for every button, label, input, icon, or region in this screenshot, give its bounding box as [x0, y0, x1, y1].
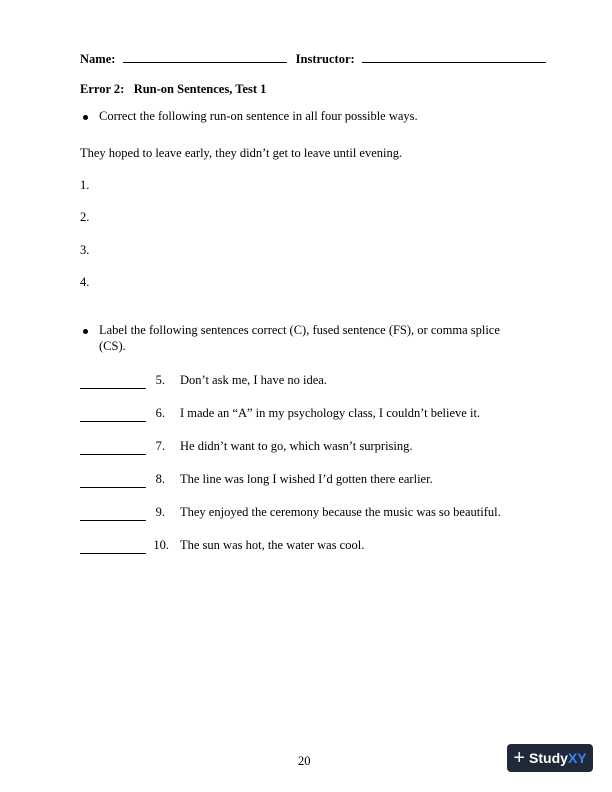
part2-instruction-line1: Label the following sentences correct (C), fused sentence (FS), or comma splice — [99, 323, 500, 337]
name-blank[interactable] — [123, 50, 287, 63]
item-sentence: I made an “A” in my psychology class, I couldn’t believe it. — [180, 406, 481, 420]
item-number: 9. — [155, 505, 165, 519]
item-number: 5. — [155, 373, 165, 387]
page-number: 20 — [298, 754, 311, 768]
section-title: Error 2: Run-on Sentences, Test 1 — [80, 82, 267, 96]
item-sentence: He didn’t want to go, which wasn’t surprising. — [180, 439, 413, 453]
item-sentence: The line was long I wished I’d gotten there earlier. — [180, 472, 433, 486]
bullet-icon — [83, 115, 88, 120]
name-label: Name: — [80, 52, 116, 66]
instructor-label: Instructor: — [295, 52, 355, 66]
logo-prefix: Study — [529, 750, 568, 766]
answer-number-2: 2. — [80, 210, 90, 224]
part1-instruction: Correct the following run-on sentence in all four possible ways. — [99, 109, 418, 123]
answer-number-3: 3. — [80, 243, 90, 257]
item-sentence: They enjoyed the ceremony because the music was so beautiful. — [180, 505, 501, 519]
logo-suffix: XY — [567, 750, 587, 766]
studyxy-logo[interactable] — [507, 744, 593, 772]
item-number: 7. — [155, 439, 165, 453]
name-field — [80, 50, 546, 67]
item-sentence: Don’t ask me, I have no idea. — [180, 373, 327, 387]
label-blank[interactable] — [80, 552, 146, 554]
instructor-blank[interactable] — [362, 50, 546, 63]
item-number: 8. — [155, 472, 165, 486]
plus-icon: + — [513, 747, 526, 769]
bullet-icon — [83, 329, 88, 334]
run-on-sentence: They hoped to leave early, they didn’t get to leave until evening. — [80, 146, 403, 160]
item-sentence: The sun was hot, the water was cool. — [180, 538, 365, 552]
answer-number-1: 1. — [80, 178, 90, 192]
answer-number-4: 4. — [80, 275, 90, 289]
item-number: 10. — [153, 538, 169, 552]
item-number: 6. — [155, 406, 165, 420]
part2-instruction-line2: (CS). — [99, 339, 126, 353]
